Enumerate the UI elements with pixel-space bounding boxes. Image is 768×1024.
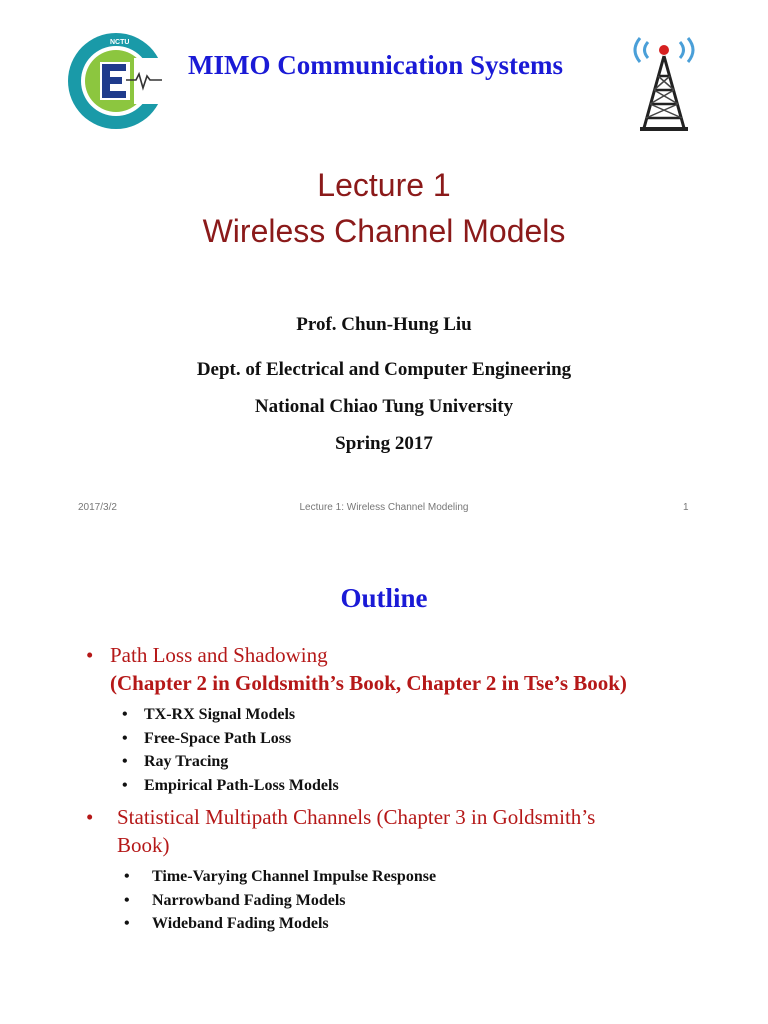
- list-item: • TX-RX Signal Models: [86, 703, 706, 727]
- university-name: National Chiao Tung University: [254, 396, 514, 417]
- bullet-icon: •: [124, 868, 130, 885]
- list-item: • Narrowband Fading Models: [86, 889, 706, 913]
- list-item: • Ray Tracing: [86, 750, 706, 774]
- bullet-icon: •: [124, 915, 130, 932]
- footer-page-number: 1: [683, 502, 689, 513]
- bullet-icon: •: [124, 891, 130, 909]
- section-heading: [86, 803, 706, 859]
- list-item: • Free-Space Path Loss: [86, 727, 706, 751]
- section-heading-text-cont: Book): [117, 833, 170, 857]
- bullet-icon: •: [122, 706, 128, 723]
- section-subheading: (Chapter 2 in Goldsmith’s Book, Chapter 2 in Tse’s Book): [110, 671, 627, 695]
- outline-section-multipath: [86, 803, 706, 936]
- professor-name: Prof. Chun-Hung Liu: [296, 314, 472, 335]
- svg-text:NCTU: NCTU: [110, 39, 130, 46]
- section-heading-text: Statistical Multipath Channels (Chapter 3 in Goldsmith’s: [117, 805, 596, 829]
- footer-title: Lecture 1: Wireless Channel Modeling: [299, 502, 469, 513]
- course-title: MIMO Communication Systems: [188, 50, 563, 80]
- outline-title: Outline: [340, 583, 428, 613]
- list-item: • Empirical Path-Loss Models: [86, 774, 706, 798]
- bullet-icon: •: [122, 729, 128, 747]
- section-item-list: [86, 865, 706, 936]
- term: Spring 2017: [335, 433, 433, 454]
- outline-section-path-loss: [86, 641, 706, 797]
- section-heading-text: Path Loss and Shadowing: [110, 643, 328, 667]
- section-heading: [86, 641, 706, 697]
- bullet-icon: •: [122, 776, 128, 794]
- radio-tower-icon: [626, 32, 702, 132]
- list-item: • Time-Varying Channel Impulse Response: [86, 865, 706, 889]
- bullet-icon: •: [122, 753, 128, 770]
- section-item-list: [86, 703, 706, 797]
- bullet-icon: •: [86, 643, 94, 667]
- department-name: Dept. of Electrical and Computer Engineering: [196, 359, 572, 380]
- lecture-number: Lecture 1: [317, 167, 451, 203]
- list-item: • Wideband Fading Models: [86, 912, 706, 936]
- outline-slide: [0, 545, 768, 1024]
- nctu-ece-logo-icon: [64, 30, 172, 132]
- lecture-name: Wireless Channel Models: [202, 213, 566, 249]
- footer-date: 2017/3/2: [78, 502, 117, 513]
- bullet-icon: •: [86, 805, 94, 829]
